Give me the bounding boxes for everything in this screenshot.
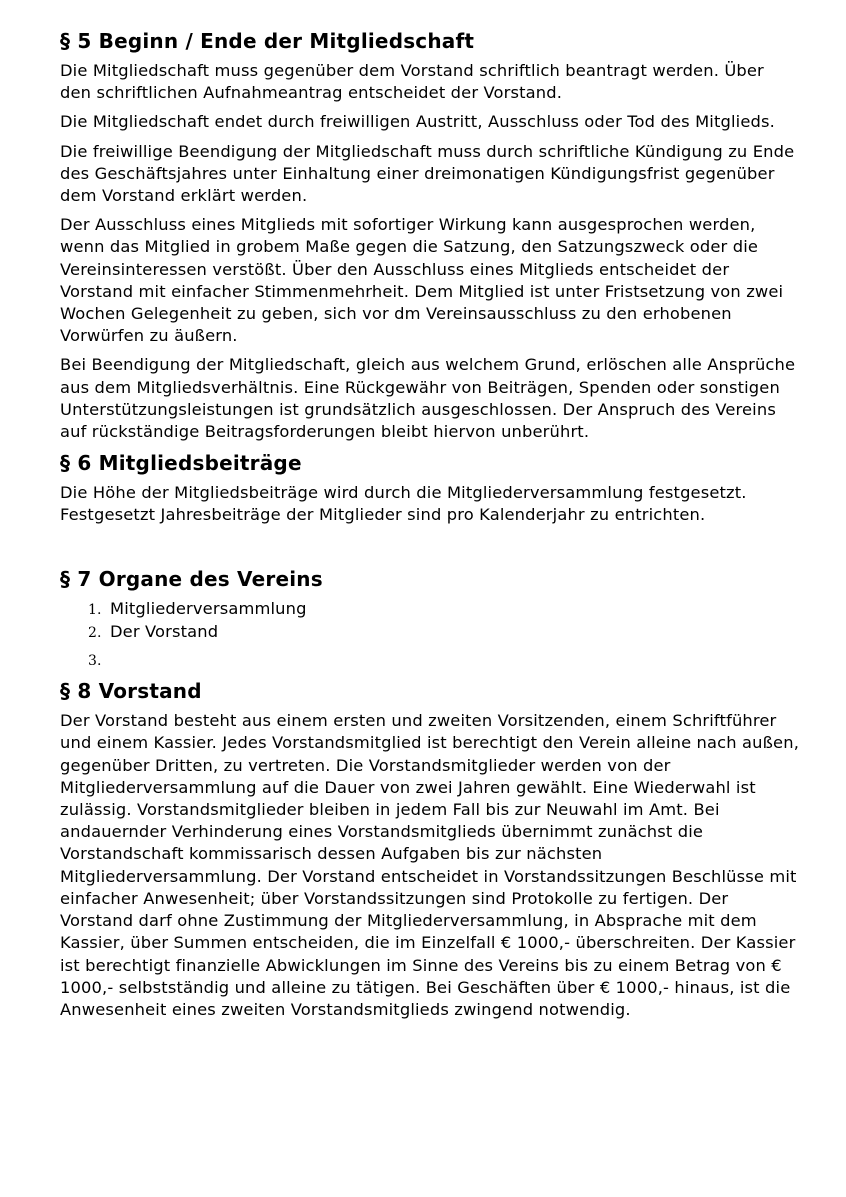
paragraph: Die Mitgliedschaft muss gegenüber dem Vorstand schriftlich beantragt werden. Über den schriftlichen Aufnahmeantrag entscheidet der Vorstand. bbox=[60, 61, 764, 103]
paragraph: Die freiwillige Beendigung der Mitgliedschaft muss durch schriftliche Kündigung zu Ende des Geschäftsjahres unter Einhaltung einer dreimonatigen Kündigungsfrist gegenüber dem Vorstand erklärt werden. bbox=[60, 141, 795, 206]
paragraph: Der Vorstand besteht aus einem ersten und zweiten Vorsitzenden, einem Schriftführer und einem Kassier. Jedes Vorstandsmitglied ist berechtigt den Verein alleine nach außen, gegenüber Dritten, zu vertreten. Die Vorstandsmitglieder werden von der Mitgliederversammlung auf die Dauer von zwei Jahren gewählt. Eine Wiederwahl ist zulässig. Vorstandsmitglieder bleiben in jedem Fall bis zur Neuwahl im Amt. Bei andauernder Verhinderung eines Vorstandsmitglieds übernimmt zunächst die Vorstandschaft kommissarisch dessen Aufgaben bis zur nächsten Mitgliederversammlung. Der Vorstand entscheidet in Vorstandssitzungen Beschlüsse mit einfacher Anwesenheit; über Vorstandssitzungen sind Protokolle zu fertigen. Der Vorstand darf ohne Zustimmung der Mitgliederversammlung, in Absprache mit dem Kassier, über Summen entscheiden, die im Einzelfall € 1000,- überschreiten. Der Kassier ist berechtigt finanzielle Abwicklungen im Sinne des Vereins bis zu einem Betrag von € 1000,- selbstständig und alleine zu tätigen. Bei Geschäften über € 1000,- hinaus, ist die Anwesenheit eines zweiten Vorstandsmitglieds zwingend notwendig. bbox=[60, 711, 800, 1019]
list-item bbox=[88, 650, 800, 672]
paragraph: Bei Beendigung der Mitgliedschaft, gleich aus welchem Grund, erlöschen alle Ansprüche aus dem Mitgliedsverhältnis. Eine Rückgewähr von Beiträgen, Spenden oder sonstigen Unterstützungsleistungen ist grundsätzlich ausgeschlossen. Der Anspruch des Vereins auf rückständige Beitragsforderungen bleibt hiervon unberührt. bbox=[60, 355, 796, 442]
section-heading: § 5 Beginn / Ende der Mitgliedschaft bbox=[60, 29, 475, 53]
spacer bbox=[60, 534, 800, 566]
section-6 bbox=[60, 450, 800, 526]
list-number: 3. bbox=[88, 653, 102, 670]
list-item bbox=[88, 621, 800, 644]
paragraph: Die Höhe der Mitgliedsbeiträge wird durch die Mitgliederversammlung festgesetzt. Festgesetzt Jahresbeiträge der Mitglieder sind pro Kalenderjahr zu entrichten. bbox=[60, 483, 747, 525]
list-item-text: Der Vorstand bbox=[110, 621, 219, 641]
section-7 bbox=[60, 566, 800, 673]
list-item-text: Mitgliederversammlung bbox=[110, 598, 307, 618]
section-heading: § 7 Organe des Vereins bbox=[60, 566, 323, 591]
section-8 bbox=[60, 678, 800, 1021]
list-item bbox=[88, 598, 800, 621]
paragraph: Die Mitgliedschaft endet durch freiwilligen Austritt, Ausschluss oder Tod des Mitglieds. bbox=[60, 112, 775, 132]
section-heading: § 8 Vorstand bbox=[60, 679, 202, 704]
organs-list bbox=[60, 598, 800, 673]
section-heading: § 6 Mitgliedsbeiträge bbox=[60, 451, 302, 476]
list-number: 2. bbox=[88, 624, 102, 641]
paragraph: Der Ausschluss eines Mitglieds mit sofortiger Wirkung kann ausgesprochen werden, wenn das Mitglied in grobem Maße gegen die Satzung, den Satzungszweck oder die Vereinsinteressen verstößt. Über den Ausschluss eines Mitglieds entscheidet der Vorstand mit einfacher Stimmenmehrheit. Dem Mitglied ist unter Fristsetzung von zwei Wochen Gelegenheit zu geben, sich vor dm Vereinsausschluss zu den erhobenen Vorwürfen zu äußern. bbox=[60, 215, 784, 346]
section-5 bbox=[60, 28, 800, 443]
document-page bbox=[60, 28, 800, 1028]
list-number: 1. bbox=[88, 601, 102, 618]
